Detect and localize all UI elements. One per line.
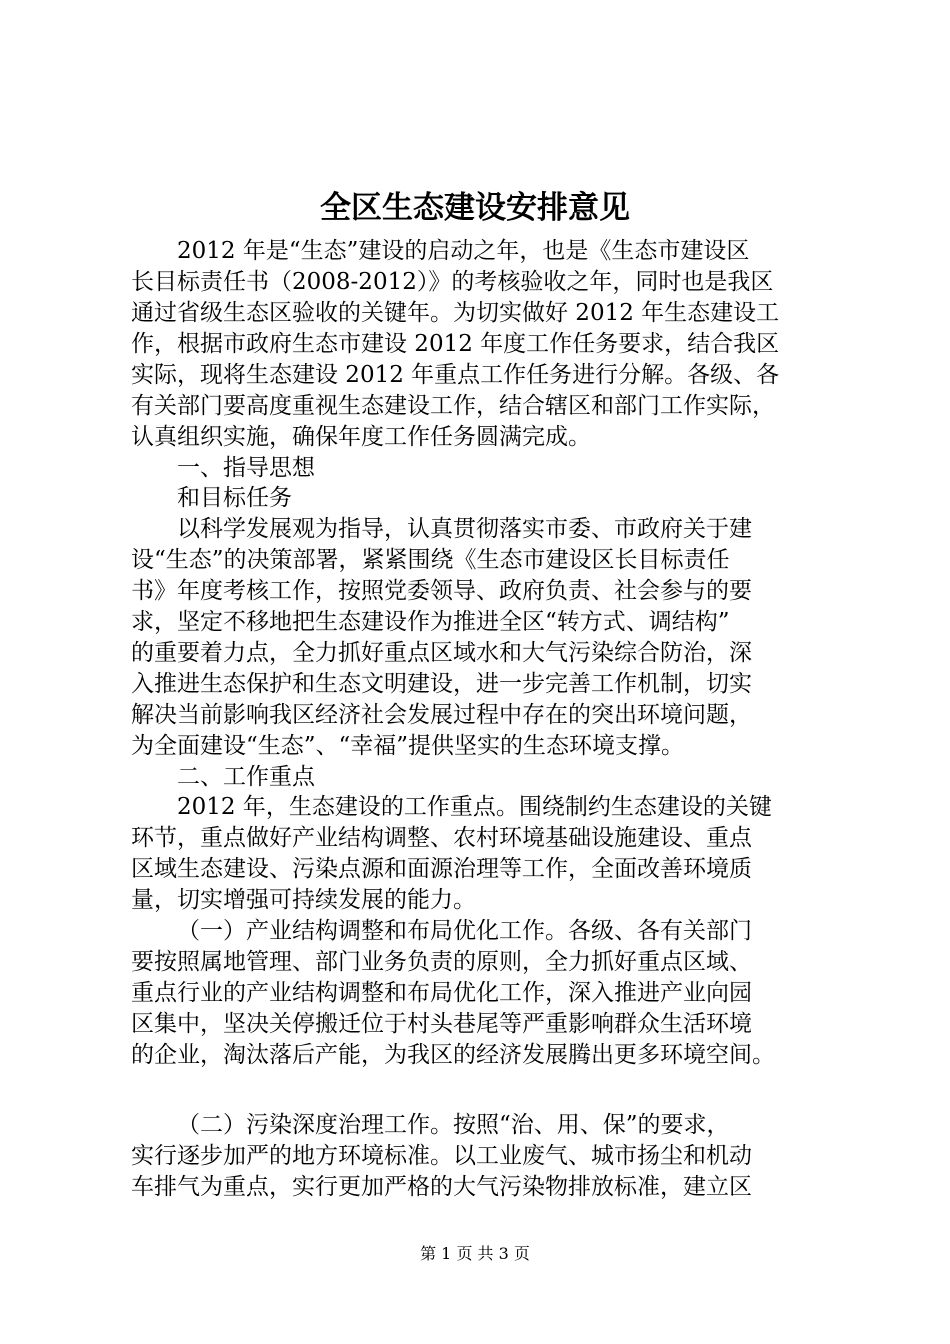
text-line: 设“生态”的决策部署，紧紧围绕《生态市建设区长目标责任 [131, 547, 730, 573]
text-line: 要按照属地管理、部门业务负责的原则，全力抓好重点区域、 [131, 949, 752, 975]
text-line: 长目标责任书（2008-2012）》的考核验收之年，同时也是我区 [131, 269, 774, 295]
text-line: 重点行业的产业结构调整和布局优化工作，深入推进产业向园 [131, 980, 752, 1006]
text-line: 区域生态建设、污染点源和面源治理等工作，全面改善环境质 [131, 856, 752, 882]
text-line: 车排气为重点，实行更加严格的大气污染物排放标准，建立区 [131, 1174, 752, 1200]
text-line: 2012 年是“生态”建设的启动之年，也是《生态市建设区 [177, 238, 750, 264]
section-heading: 和目标任务 [177, 485, 292, 511]
text-line: 实行逐步加严的地方环境标准。以工业废气、城市扬尘和机动 [131, 1143, 752, 1169]
text-line: 认真组织实施，确保年度工作任务圆满完成。 [131, 424, 591, 450]
text-line: 为全面建设“生态”、“幸福”提供坚实的生态环境支撑。 [131, 733, 685, 759]
text-line: 入推进生态保护和生态文明建设，进一步完善工作机制，切实 [131, 671, 752, 697]
text-line: 的企业，淘汰落后产能，为我区的经济发展腾出更多环境空间。 [131, 1042, 775, 1068]
text-line: 有关部门要高度重视生态建设工作，结合辖区和部门工作实际， [131, 393, 775, 419]
text-line: 作，根据市政府生态市建设 2012 年度工作任务要求，结合我区 [131, 331, 780, 357]
text-line: （二）污染深度治理工作。按照“治、用、保”的要求， [177, 1112, 730, 1138]
text-line: 实际，现将生态建设 2012 年重点工作任务进行分解。各级、各 [131, 362, 780, 388]
text-line: （一）产业结构调整和布局优化工作。各级、各有关部门 [177, 918, 752, 944]
text-line: 以科学发展观为指导，认真贯彻落实市委、市政府关于建 [177, 516, 752, 542]
text-line: 书》年度考核工作，按照党委领导、政府负责、社会参与的要 [131, 578, 752, 604]
page-number: 第 1 页 共 3 页 [420, 1244, 530, 1263]
text-line: 量，切实增强可持续发展的能力。 [131, 887, 476, 913]
text-line: 求，坚定不移地把生态建设作为推进全区“转方式、调结构” [131, 609, 730, 635]
text-line: 2012 年，生态建设的工作重点。围绕制约生态建设的关键 [177, 794, 772, 820]
section-heading: 二、工作重点 [177, 764, 315, 790]
text-line: 通过省级生态区验收的关键年。为切实做好 2012 年生态建设工 [131, 300, 780, 326]
text-line: 的重要着力点，全力抓好重点区域水和大气污染综合防治，深 [131, 640, 752, 666]
document-title: 全区生态建设安排意见 [320, 190, 630, 226]
text-line: 区集中，坚决关停搬迁位于村头巷尾等严重影响群众生活环境 [131, 1011, 752, 1037]
section-heading: 一、指导思想 [177, 455, 315, 481]
text-line: 解决当前影响我区经济社会发展过程中存在的突出环境问题， [131, 702, 752, 728]
text-line: 环节，重点做好产业结构调整、农村环境基础设施建设、重点 [131, 825, 752, 851]
